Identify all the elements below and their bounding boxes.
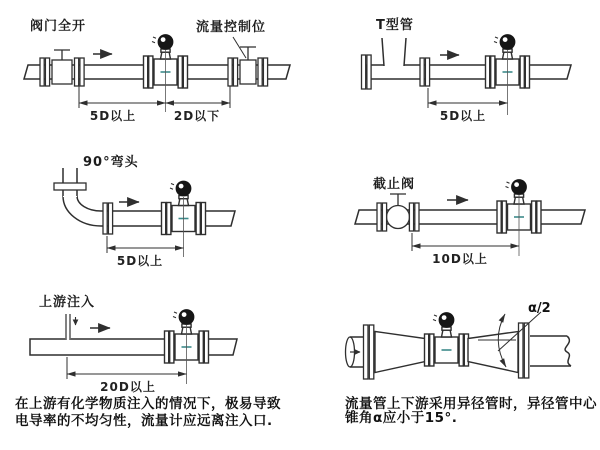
label-flow-control-position: 流量控制位 (196, 20, 267, 35)
label-upstream-injection: 上游注入 (39, 295, 96, 310)
reducer-cone-right (468, 332, 518, 373)
flange-icon (364, 325, 374, 379)
dim-5d-t-pipe: 5D以上 (439, 109, 487, 123)
diagram-90-elbow (54, 168, 235, 257)
dimension-lines (428, 88, 508, 108)
dim-5d-upstream: 5D以上 (89, 109, 137, 123)
diagram-t-pipe (362, 35, 572, 115)
dimension-lines (107, 236, 184, 253)
dim-2d-downstream: 2D以下 (173, 109, 221, 123)
dim-20d-injection: 20D以上 (100, 380, 156, 394)
label-half-cone-angle: α/2 (528, 301, 551, 316)
caption-injection-line2: 电导率的不均匀性，流量计应远离注入口. (15, 413, 273, 429)
dim-10d-stop-valve: 10D以上 (432, 252, 488, 266)
label-valve-full-open: 阀门全开 (30, 19, 87, 34)
control-valve-icon (228, 47, 268, 86)
label-t-pipe: T型管 (376, 18, 414, 33)
caption-injection-line1: 在上游有化学物质注入的情况下，极易导致 (15, 396, 281, 412)
globe-valve-icon (377, 194, 419, 231)
label-stop-valve: 截止阀 (373, 177, 416, 192)
caption-reducer-line1: 流量管上下游采用异径管时，异径管中心 (345, 396, 597, 412)
dim-5d-elbow: 5D以上 (116, 254, 164, 268)
flange-plate (54, 183, 86, 190)
injection-tube (66, 314, 70, 340)
diagram-reducer (346, 312, 572, 379)
gate-valve-icon (40, 50, 84, 86)
label-90-elbow: 90°弯头 (83, 155, 139, 170)
flange-icon (362, 55, 372, 89)
pipe (366, 65, 571, 79)
flange-icon (103, 203, 113, 234)
diagram-upstream-injection (30, 310, 237, 384)
flange-icon (420, 58, 430, 86)
diagram-valve-full-open (24, 35, 290, 112)
dimension-lines (79, 86, 230, 108)
flowmeter-icon (425, 313, 469, 366)
caption-reducer-line2: 锥角α应小于15°. (345, 410, 458, 426)
dimension-lines (412, 233, 519, 251)
reducer-cone-left (375, 332, 425, 373)
